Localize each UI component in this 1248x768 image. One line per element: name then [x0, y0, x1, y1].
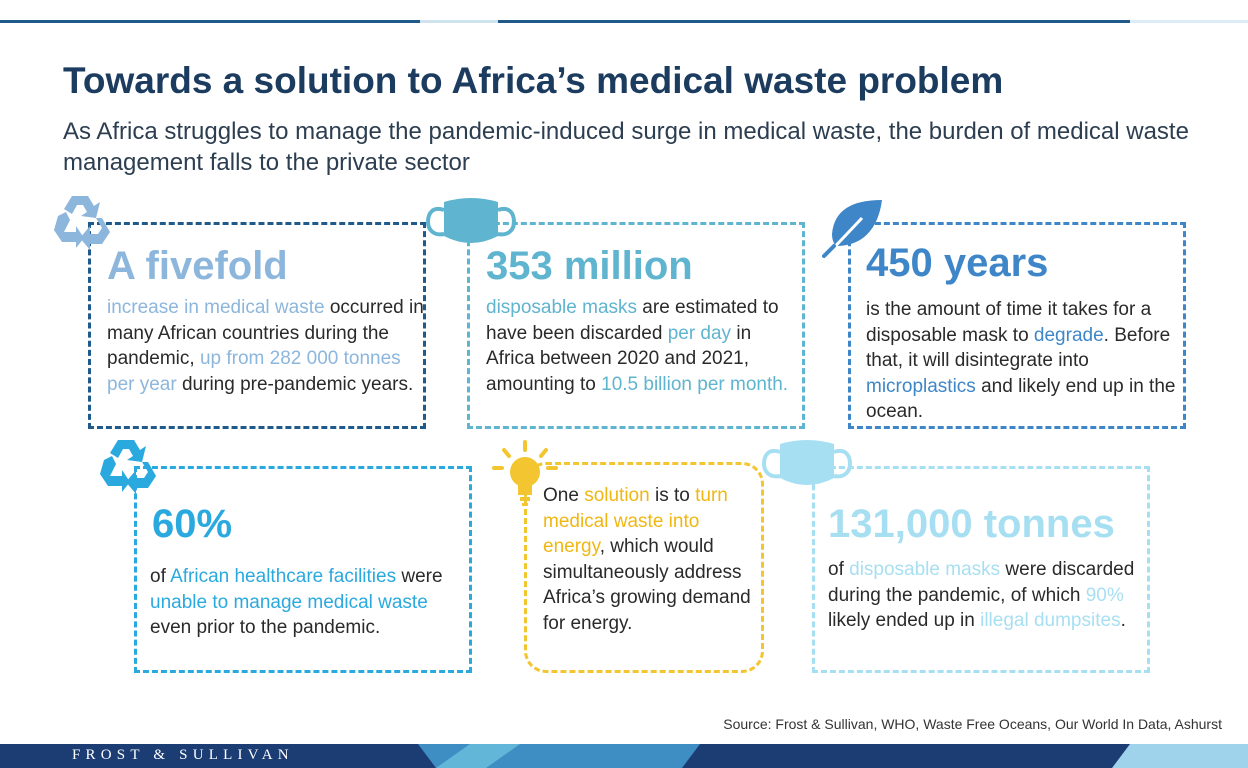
- body-text: .: [1120, 610, 1126, 631]
- highlight-text: solution: [584, 485, 650, 506]
- stat-headline: 60%: [152, 502, 233, 546]
- body-text: is the amount of time it takes for a disposable mask to: [866, 299, 1152, 346]
- body-text: during pre-pandemic years.: [176, 373, 414, 395]
- recycle-icon: [50, 192, 112, 252]
- stat-headline: A fivefold: [107, 244, 288, 288]
- stat-body: [150, 564, 464, 641]
- body-text: in Africa between 2020 and 2021, amounting to: [486, 322, 752, 395]
- stat-headline: 353 million: [486, 244, 693, 288]
- top-rule-light-2: [1130, 20, 1248, 23]
- brand-logo: FROST & SULLIVAN: [72, 747, 294, 763]
- highlight-text: disposable masks: [486, 297, 638, 318]
- body-text: , which would simultaneously address Africa’s growing demand for energy.: [543, 536, 751, 634]
- highlight-text: 90%: [1085, 584, 1124, 606]
- highlight-text: 10.5 billion per month.: [601, 373, 789, 395]
- highlight-text: increase in medical waste: [107, 297, 325, 318]
- highlight-text: up from 282 000 tonnes per year: [107, 348, 401, 395]
- body-text: One: [543, 485, 585, 506]
- body-text: of: [150, 566, 171, 587]
- top-rule-light: [420, 20, 498, 23]
- body-text: likely ended up in: [828, 610, 981, 631]
- stat-headline: 131,000 tonnes: [828, 502, 1115, 546]
- body-text: and likely end up in the ocean.: [866, 375, 1176, 422]
- body-text: were: [396, 566, 443, 587]
- highlight-text: disposable masks: [849, 559, 1001, 580]
- face-mask-icon: [426, 196, 516, 248]
- solution-body: [543, 483, 757, 636]
- page-title: Towards a solution to Africa’s medical waste problem: [63, 60, 1004, 101]
- highlight-text: per day: [667, 322, 732, 344]
- body-text: even prior to the pandemic.: [150, 617, 381, 638]
- highlight-text: African healthcare facilities: [170, 566, 397, 587]
- stat-body: [828, 557, 1142, 634]
- stat-headline: 450 years: [866, 241, 1049, 285]
- top-rule-dark: [0, 20, 420, 23]
- body-text: are estimated to have been discarded: [486, 297, 779, 344]
- body-text: is to: [649, 485, 696, 506]
- body-text: of: [828, 559, 850, 580]
- page-subtitle: As Africa struggles to manage the pandemic-induced surge in medical waste, the burden of medical waste management falls to the private sector: [63, 118, 1189, 176]
- highlight-text: unable to manage medical waste: [150, 591, 428, 613]
- highlight-text: degrade: [1033, 324, 1104, 346]
- stat-body: [486, 295, 798, 397]
- body-text: occurred in many African countries during the pandemic,: [107, 297, 424, 369]
- stat-body: [866, 297, 1178, 425]
- stat-body: [107, 295, 427, 397]
- body-text: . Before that, it will disintegrate into: [866, 324, 1171, 371]
- highlight-text: microplastics: [866, 375, 976, 397]
- source-note: Source: Frost & Sullivan, WHO, Waste Free Oceans, Our World In Data, Ashurst: [723, 716, 1222, 732]
- face-mask-icon: [762, 438, 852, 490]
- highlight-text: turn medical waste into energy: [543, 485, 728, 557]
- highlight-text: illegal dumpsites: [980, 610, 1121, 631]
- top-rule-dark-2: [498, 20, 1130, 23]
- body-text: were discarded during the pandemic, of which: [828, 559, 1135, 606]
- recycle-icon: [96, 436, 158, 496]
